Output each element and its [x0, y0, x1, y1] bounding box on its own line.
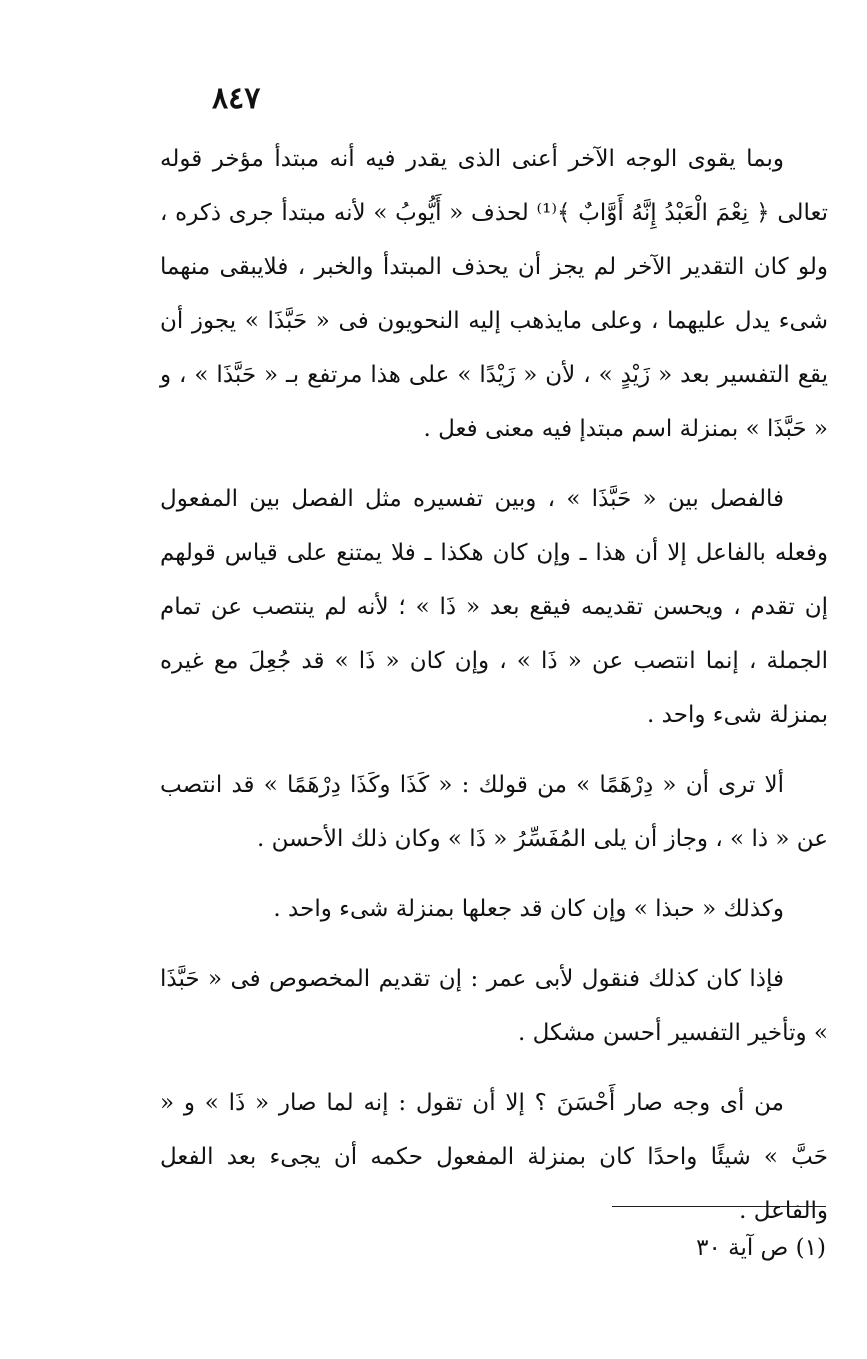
footnote-divider [612, 1206, 826, 1207]
paragraph-1: وبما يقوى الوجه الآخر أعنى الذى يقدر فيه أنه مبتدأ مؤخر قوله تعالى ﴿ نِعْمَ الْعَبْدُ إِنَّهُ أَوَّابٌ ﴾⁽¹⁾ لحذف « أَيُّوبُ » لأنه مبتدأ جرى ذكره ، ولو كان التقدير الآخر لم يجز أن يحذف المبتدأ والخبر ، فلايبقى منهما شىء يدل عليهما ، وعلى مايذهب إليه النحويون فى « حَبَّذَا » يجوز أن يقع التفسير بعد « زَيْدٍ » ، لأن « زَيْدًا » على هذا مرتفع بـ « حَبَّذَا » ، و « حَبَّذَا » بمنزلة اسم مبتدإ فيه معنى فعل . [160, 146, 828, 442]
main-text [160, 132, 828, 1254]
paragraph-6: من أى وجه صار أَحْسَنَ ؟ إلا أن تقول : إنه لما صار « ذَا » و « حَبَّ » شيئًا واحدًا كان بمنزلة المفعول حكمه أن يجىء بعد الفعل والفاعل . [160, 1090, 828, 1224]
paragraph-5: فإذا كان كذلك فنقول لأبى عمر : إن تقديم المخصوص فى « حَبَّذَا » وتأخير التفسير أحسن مشكل . [160, 966, 828, 1046]
paragraph-2: فالفصل بين « حَبَّذَا » ، وبين تفسيره مثل الفصل بين المفعول وفعله بالفاعل إلا أن هذا ـ وإن كان هكذا ـ فلا يمتنع على قياس قولهم إن تقدم ، ويحسن تقديمه فيقع بعد « ذَا » ؛ لأنه لم ينتصب عن تمام الجملة ، إنما انتصب عن « ذَا » ، وإن كان « ذَا » قد جُعِلَ مع غيره بمنزلة شىء واحد . [160, 486, 828, 728]
paragraph-4: وكذلك « حبذا » وإن كان قد جعلها بمنزلة شىء واحد . [273, 896, 784, 922]
footnote: (١) ص آية ٣٠ [696, 1235, 826, 1261]
paragraph-3: ألا ترى أن « دِرْهَمًا » من قولك : « كَذَا وكَذَا دِرْهَمًا » قد انتصب عن « ذا » ، وجاز أن يلى المُفَسِّرُ « ذَا » وكان ذلك الأحسن . [160, 772, 828, 852]
page-number: ٨٤٧ [212, 81, 261, 116]
